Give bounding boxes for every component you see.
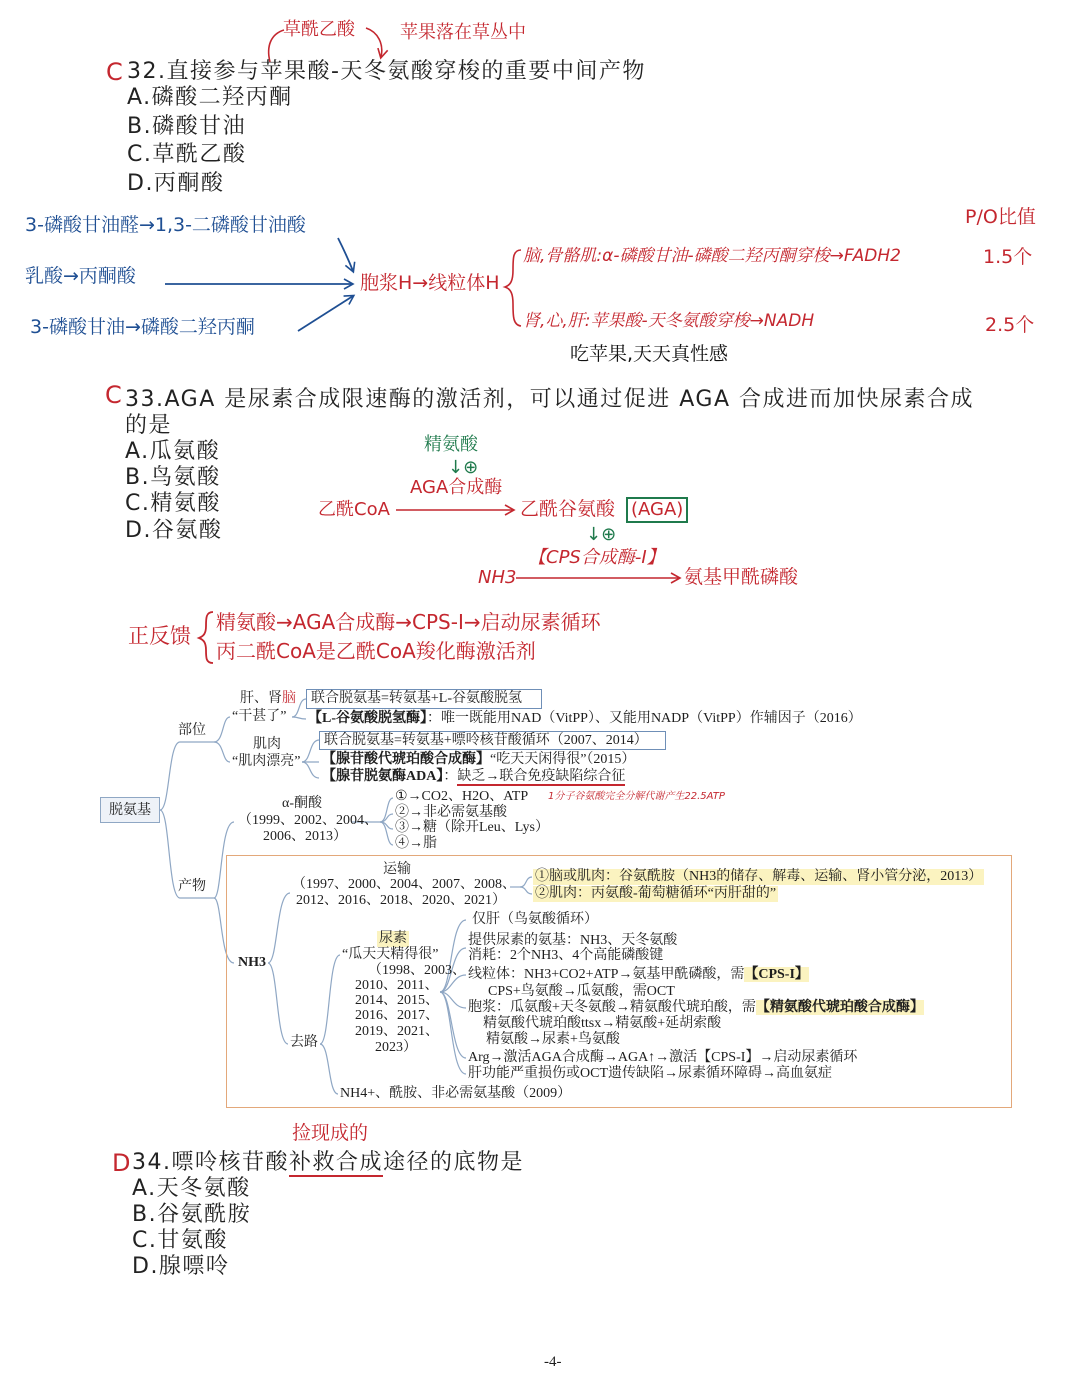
transport-item-alanine: ②肌肉：丙氨酸-葡萄糖循环“丙肝甜的” [535, 886, 777, 901]
shuttle-arrow-3 [298, 296, 353, 331]
transport-item-glutamine: ①脑或肌肉：谷氨酰胺（NH3的储存、解毒、运输、肾小管分泌，2013） [535, 869, 983, 884]
urea-regulation: Arg→激活AGA合成酶→AGA↑→激活【CPS-I】→启动尿素循环 [468, 1050, 858, 1065]
urea-cyto-step2: 精氨酸代琥珀酸ttsx→精氨酸+延胡索酸 [483, 1016, 722, 1031]
ada-note: 【腺苷脱氨酶ADA】：缺乏→联合免疫缺陷综合征 [322, 769, 626, 784]
q33-option-d: D.谷氨酸 [125, 518, 223, 543]
gdh-note: 【L-谷氨酸脱氢酶】：唯一既能用NAD（VitPP）、又能用NADP（VitPP）作辅因子（2016） [308, 711, 862, 726]
q33-stem-line1: 33.AGA 是尿素合成限速酶的激活剂，可以通过促进 AGA 合成进而加快尿素合成 [125, 387, 974, 412]
urea-mnemonic: “瓜天天精得很” [342, 947, 439, 962]
atp-note: 1分子谷氨酸完全分解代谢产生22.5ATP [548, 791, 725, 802]
urea-years-6: 2023） [375, 1040, 417, 1055]
urea-mito-step: 线粒体：NH3+CO2+ATP→氨基甲酰磷酸，需【CPS-I】 [468, 967, 809, 982]
shuttle-source-2: 乳酸→丙酮酸 [25, 265, 136, 287]
urea-cyto-step: 胞浆：瓜氨酸+天冬氨酸→精氨酸代琥珀酸，需【精氨酸代琥珀酸合成酶】 [468, 1000, 924, 1015]
shuttle-route-liver: 肾,心,肝:苹果酸-天冬氨酸穿梭→NADH [523, 311, 815, 331]
top-arc-right-arrow [366, 28, 382, 57]
transport-years-2: 2012、2016、2018、2020、2021） [296, 893, 506, 908]
q33-option-a: A.瓜氨酸 [125, 439, 221, 464]
q32-option-d: D.丙酮酸 [127, 171, 225, 196]
product-label: 产物 [178, 879, 206, 894]
urea-years-5: 2019、2021、 [355, 1024, 439, 1039]
shuttle-mnemonic: 吃苹果,天天真性感 [570, 343, 729, 365]
feedback-label: 正反馈 [128, 624, 191, 648]
feedback-line-1: 精氨酸→AGA合成酶→CPS-I→启动尿素循环 [216, 610, 601, 634]
q34-stem: 34.嘌呤核苷酸补救合成途径的底物是 [132, 1150, 525, 1175]
aga-substrate: 乙酰CoA [318, 499, 390, 520]
mindmap-root-label: 脱氨基 [109, 803, 151, 818]
feedback-line-2: 丙二酰CoA是乙酰CoA羧化酶激活剂 [216, 639, 536, 663]
feedback-brace [199, 612, 213, 663]
keto-fate-1: ①→CO2、H2O、ATP [395, 789, 529, 804]
q33-stem-line2: 的是 [125, 413, 173, 438]
fate-label: 去路 [290, 1035, 318, 1050]
q34-option-b: B.谷氨酰胺 [132, 1202, 252, 1227]
liver-mechanism: 联合脱氨基=转氨基+L-谷氨酸脱氢 [311, 691, 523, 706]
urea-years-4: 2016、2017、 [355, 1008, 439, 1023]
keto-fate-2: ②→非必需氨基酸 [395, 805, 507, 820]
q33-option-c: C.精氨酸 [125, 491, 221, 516]
keto-fate-4: ④→脂 [395, 836, 437, 851]
shuttle-arrow-1 [338, 238, 353, 271]
urea-label: 尿素 [379, 931, 407, 946]
nh3-node: NH3 [238, 955, 266, 970]
q32-option-b: B.磷酸甘油 [127, 114, 247, 139]
po-ratio-title: P/O比值 [965, 206, 1036, 228]
top-arc-left [269, 30, 284, 62]
q34-annotation: 捡现成的 [292, 1122, 369, 1144]
urea-consumption: 消耗：2个NH3、4个高能磷酸键 [468, 948, 664, 963]
aga-activator: 精氨酸 [424, 434, 478, 455]
aga-abbr-box: (AGA) [626, 497, 688, 523]
carbamoyl-phosphate: 氨基甲酰磷酸 [684, 566, 799, 588]
keto-label: α-酮酸 [282, 796, 322, 811]
muscle-mechanism: 联合脱氨基=转氨基+嘌呤核苷酸循环（2007、2014） [324, 733, 648, 748]
muscle-mnemonic: “肌肉漂亮” [232, 754, 301, 769]
liver-mechanism-box [306, 689, 542, 709]
po-ratio-fadh2: 1.5个 [983, 246, 1033, 268]
aga-product: 乙酰谷氨酸 [520, 498, 616, 520]
keto-fate-3: ③→糖（除开Leu、Lys） [395, 820, 549, 835]
q33-option-b: B.鸟氨酸 [125, 465, 221, 490]
mnemonic-annotation: 苹果落在草丛中 [400, 22, 526, 43]
q34-option-d: D.腺嘌呤 [132, 1254, 230, 1279]
oaa-annotation: 草酰乙酸 [283, 19, 355, 40]
urea-amino-source: 提供尿素的氨基：NH3、天冬氨酸 [468, 933, 678, 948]
po-ratio-nadh: 2.5个 [985, 314, 1035, 336]
q33-answer: C [105, 381, 122, 409]
fate-other: NH4+、酰胺、非必需氨基酸（2009） [340, 1086, 572, 1101]
keto-years-2: 2006、2013） [263, 829, 347, 844]
page-number: -4- [544, 1354, 562, 1370]
shuttle-brace [505, 250, 521, 326]
q34-answer: D [112, 1149, 131, 1177]
shuttle-center: 胞浆H→线粒体H [360, 272, 500, 294]
mindmap-root [100, 797, 160, 823]
urea-cyto-step3: 精氨酸→尿素+鸟氨酸 [486, 1032, 620, 1047]
urea-only-liver: 仅肝（鸟氨酸循环） [472, 912, 598, 927]
activation-plus-icon: ↓⊕ [448, 457, 479, 478]
shuttle-source-1: 3-磷酸甘油醛→1,3-二磷酸甘油酸 [25, 214, 306, 236]
liver-mnemonic: “干甚了” [232, 709, 287, 724]
urea-years-2: 2010、2011、 [355, 978, 439, 993]
cps-enzyme: 【CPS合成酶-I】 [528, 547, 665, 568]
muscle-mechanism-box [319, 731, 666, 750]
urea-mito-step2: CPS+鸟氨酸→瓜氨酸，需OCT [488, 984, 675, 999]
activation-plus-icon-2: ↓⊕ [586, 524, 617, 545]
q32-stem: 32.直接参与苹果酸-天冬氨酸穿梭的重要中间产物 [127, 59, 646, 84]
brain-added: 脑 [282, 691, 296, 706]
adss-note: 【腺苷酸代琥珀酸合成酶】“吃天天闲得很”（2015） [322, 752, 636, 767]
muscle-organ: 肌肉 [253, 737, 281, 752]
shuttle-route-brain: 脑,骨骼肌:α-磷酸甘油-磷酸二羟丙酮穿梭→FADH2 [523, 246, 901, 266]
transport-label: 运输 [383, 862, 411, 877]
shuttle-source-3: 3-磷酸甘油→磷酸二羟丙酮 [30, 316, 255, 338]
transport-years-1: （1997、2000、2004、2007、2008、 [292, 877, 516, 892]
q32-answer: C [106, 58, 123, 86]
urea-years-1: （1998、2003、 [368, 963, 466, 978]
aga-enzyme: AGA合成酶 [410, 477, 503, 498]
site-label: 部位 [178, 723, 206, 738]
q34-option-a: A.天冬氨酸 [132, 1176, 251, 1201]
urea-disorder: 肝功能严重损伤或OCT遗传缺陷→尿素循环障碍→高血氨症 [468, 1066, 832, 1081]
q34-option-c: C.甘氨酸 [132, 1228, 228, 1253]
urea-years-3: 2014、2015、 [355, 993, 439, 1008]
q32-option-a: A.磷酸二羟丙酮 [127, 85, 293, 110]
nh3-label: NH3 [478, 567, 517, 588]
liver-organs: 肝、肾脑 [240, 691, 296, 706]
q32-option-c: C.草酰乙酸 [127, 142, 247, 167]
keto-years-1: （1999、2002、2004、 [238, 813, 378, 828]
q34-underlined: 补救合成 [289, 1150, 384, 1175]
